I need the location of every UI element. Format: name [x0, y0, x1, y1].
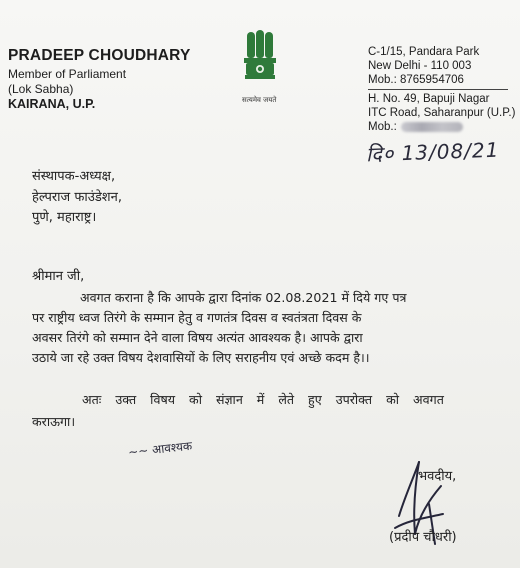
body-line-2: पर राष्ट्रीय ध्वज तिरंगे के सम्मान हेतु व गणतंत्र दिवस व स्वतंत्रता दिवस के: [32, 310, 362, 325]
emblem-motto: सत्यमेव जयते: [242, 96, 277, 104]
body-line-3: अवसर तिरंगे को सम्मान देने वाला विषय अत्यंत आवश्यक है। आपके द्वारा: [32, 330, 363, 345]
local-address-line-1: H. No. 49, Bapuji Nagar: [368, 93, 490, 105]
handwritten-date: दि० 13/08/21: [365, 137, 500, 167]
sender-constituency: KAIRANA, U.P.: [8, 97, 96, 111]
delhi-address-line-2: New Delhi - 110 003: [368, 60, 472, 72]
body-line-6: कराऊगा।: [32, 414, 76, 429]
body-line-5: अतः उक्त विषय को संज्ञान में लेते हुए उपरोक्त को अवगत: [82, 392, 444, 407]
address-divider: [368, 89, 508, 90]
body-line-4: उठाये जा रहे उक्त विषय देशवासियों के लिए सराहनीय एवं अच्छे कदम है।।: [32, 350, 370, 365]
recipient-line-2: हेल्पराज फाउंडेशन,: [32, 190, 122, 205]
handwritten-note: ~~ आवश्यक: [127, 438, 193, 460]
sender-designation: Member of Parliament: [8, 67, 127, 81]
local-mobile: Mob.:: [368, 121, 463, 133]
sender-house: (Lok Sabha): [8, 82, 74, 96]
redacted-number: [401, 122, 463, 132]
recipient-line-3: पुणे, महाराष्ट्र।: [32, 210, 97, 225]
salutation: श्रीमान जी,: [32, 269, 85, 284]
body-line-1: अवगत कराना है कि आपके द्वारा दिनांक 02.08.2021 में दिये गए पत्र: [80, 290, 407, 305]
sender-name: PRADEEP CHOUDHARY: [8, 47, 191, 64]
delhi-address-line-1: C-1/15, Pandara Park: [368, 46, 480, 58]
closing-regards: भवदीय,: [418, 469, 457, 484]
signatory-name: (प्रदीप चौधरी): [389, 530, 457, 545]
delhi-mobile: Mob.: 8765954706: [368, 74, 464, 86]
recipient-line-1: संस्थापक-अध्यक्ष,: [32, 169, 116, 184]
local-address-line-2: ITC Road, Saharanpur (U.P.): [368, 107, 516, 119]
